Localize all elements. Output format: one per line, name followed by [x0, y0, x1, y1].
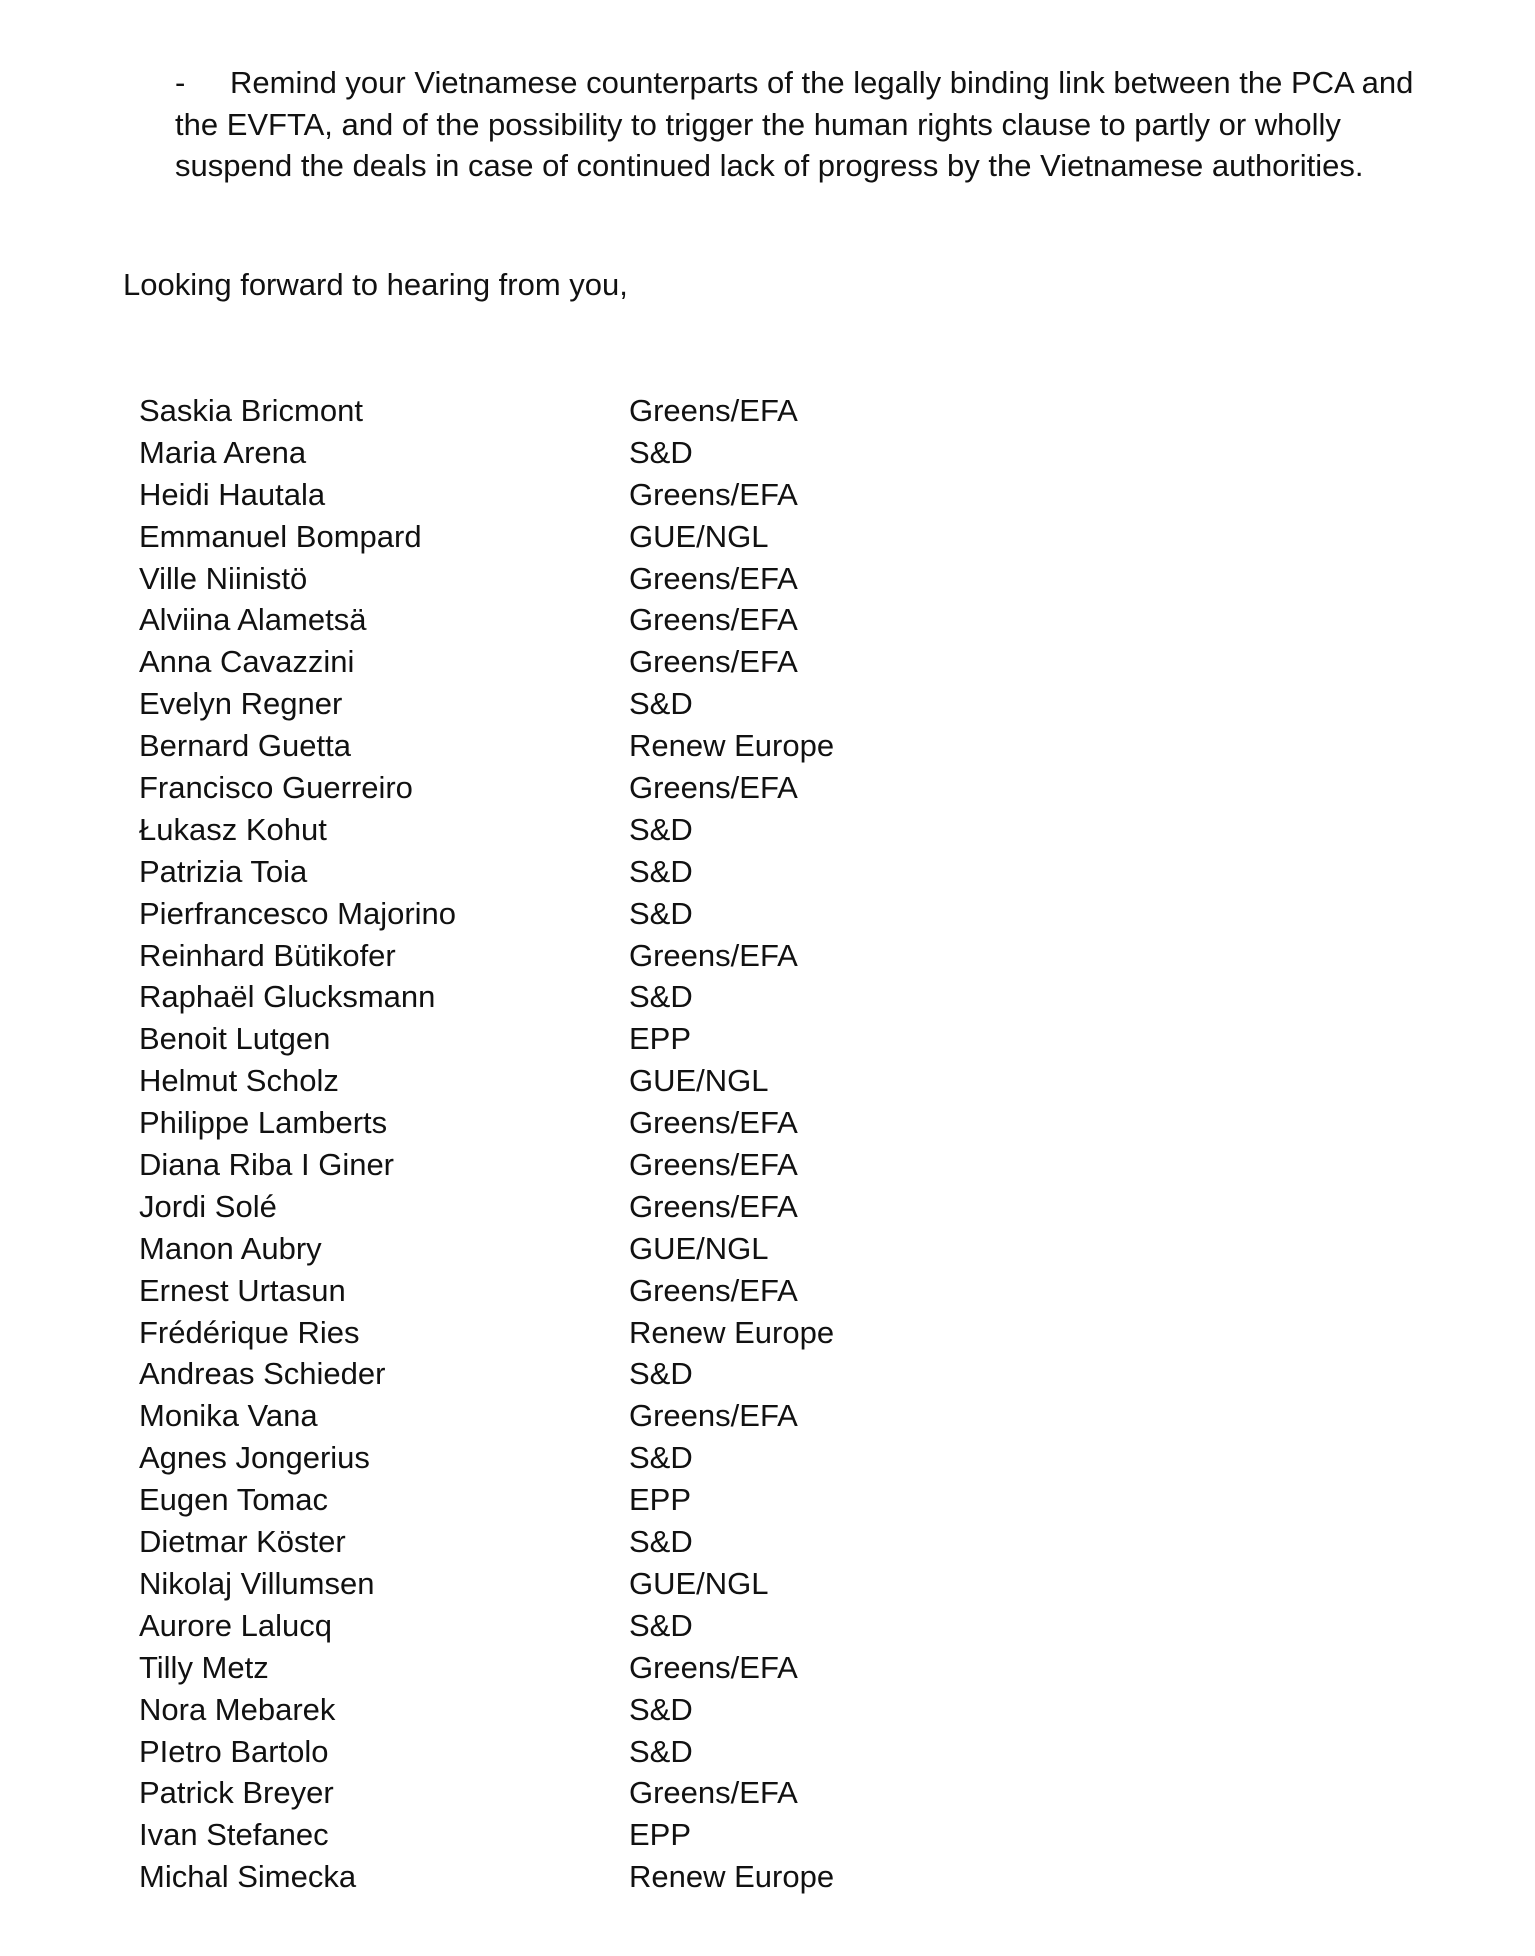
- signatory-name: Emmanuel Bompard: [139, 518, 422, 554]
- signatory-row: [139, 1438, 899, 1480]
- signatory-group: GUE/NGL: [629, 1230, 769, 1266]
- signatory-name: Łukasz Kohut: [139, 811, 327, 847]
- signatory-name: Manon Aubry: [139, 1230, 322, 1266]
- signatory-row: [139, 1522, 899, 1564]
- signatory-row: [139, 1648, 899, 1690]
- signatory-name: Ivan Stefanec: [139, 1817, 329, 1853]
- signatory-row: [139, 684, 899, 726]
- bullet-text-line: the EVFTA, and of the possibility to trigger the human rights clause to partly or wholly: [175, 106, 1341, 142]
- signatory-row: [139, 1857, 899, 1899]
- signatory-name: Jordi Solé: [139, 1188, 277, 1224]
- signatory-group: Greens/EFA: [629, 937, 798, 973]
- signatory-name: Ville Niinistö: [139, 560, 308, 596]
- signatory-group: Greens/EFA: [629, 644, 798, 680]
- signatory-row: [139, 1103, 899, 1145]
- signatory-name: Tilly Metz: [139, 1649, 269, 1685]
- signatory-name: Agnes Jongerius: [139, 1440, 370, 1476]
- signatory-group: Greens/EFA: [629, 1398, 798, 1434]
- signatory-group: Greens/EFA: [629, 602, 798, 638]
- signatory-name: Ernest Urtasun: [139, 1272, 346, 1308]
- signatory-group: S&D: [629, 1691, 693, 1727]
- signatory-row: [139, 517, 899, 559]
- signatory-row: [139, 600, 899, 642]
- signatory-row: [139, 1815, 899, 1857]
- signatory-name: Anna Cavazzini: [139, 644, 355, 680]
- signatory-name: Bernard Guetta: [139, 728, 351, 764]
- signatory-group: Greens/EFA: [629, 1649, 798, 1685]
- signatory-name: Saskia Bricmont: [139, 393, 363, 428]
- signatory-name: Dietmar Köster: [139, 1524, 346, 1560]
- bullet-text-line: suspend the deals in case of continued lack of progress by the Vietnamese authorities.: [175, 148, 1364, 183]
- signatory-group: Greens/EFA: [629, 770, 798, 806]
- signatory-name: Raphaël Glucksmann: [139, 979, 436, 1015]
- signatory-group: Greens/EFA: [629, 1272, 798, 1308]
- signatory-group: EPP: [629, 1021, 692, 1057]
- bullet-dash: -: [175, 65, 186, 100]
- signatory-group: GUE/NGL: [629, 1063, 769, 1099]
- signatory-row: [139, 1480, 899, 1522]
- signatory-name: Monika Vana: [139, 1398, 318, 1434]
- signatory-group: GUE/NGL: [629, 518, 769, 554]
- signatory-row: [139, 1732, 899, 1774]
- closing-line: Looking forward to hearing from you,: [123, 267, 628, 302]
- signatory-name: Nikolaj Villumsen: [139, 1565, 375, 1601]
- signatory-row: [139, 852, 899, 894]
- signatory-row: [139, 768, 899, 810]
- signatory-group: S&D: [629, 686, 693, 722]
- signatory-group: S&D: [629, 1733, 693, 1769]
- signatory-name: Alviina Alametsä: [139, 602, 367, 638]
- signatory-name: Frédérique Ries: [139, 1314, 360, 1350]
- signatory-name: Eugen Tomac: [139, 1482, 328, 1518]
- signatory-row: [139, 1690, 899, 1732]
- signatory-group: Greens/EFA: [629, 1105, 798, 1141]
- signatory-group: S&D: [629, 853, 693, 889]
- signatory-group: Greens/EFA: [629, 1147, 798, 1183]
- signatories-list: [139, 391, 899, 1899]
- bullet-line-1: [175, 62, 1475, 104]
- signatory-row: [139, 642, 899, 684]
- signatory-group: Renew Europe: [629, 728, 835, 764]
- signatory-row: [139, 559, 899, 601]
- signatory-row: [139, 1564, 899, 1606]
- signatory-row: [139, 894, 899, 936]
- signatory-row: [139, 1019, 899, 1061]
- signatory-group: GUE/NGL: [629, 1565, 769, 1601]
- signatory-row: [139, 1187, 899, 1229]
- signatory-name: Andreas Schieder: [139, 1356, 386, 1392]
- signatory-name: Evelyn Regner: [139, 686, 343, 722]
- signatory-name: Diana Riba I Giner: [139, 1147, 395, 1183]
- signatory-row: [139, 1061, 899, 1103]
- signatory-group: S&D: [629, 895, 693, 931]
- signatory-group: Greens/EFA: [629, 1188, 798, 1224]
- signatory-row: [139, 977, 899, 1019]
- signatory-row: [139, 1271, 899, 1313]
- signatory-group: Greens/EFA: [629, 1775, 798, 1811]
- signatory-row: [139, 1773, 899, 1815]
- signatory-group: S&D: [629, 979, 693, 1015]
- signatory-row: [139, 1606, 899, 1648]
- signatory-row: [139, 475, 899, 517]
- signatory-name: Michal Simecka: [139, 1859, 357, 1895]
- signatory-name: Francisco Guerreiro: [139, 770, 413, 806]
- signatory-row: [139, 1229, 899, 1271]
- signatory-name: Aurore Lalucq: [139, 1607, 333, 1643]
- signatory-name: Pierfrancesco Majorino: [139, 895, 457, 931]
- signatory-name: Maria Arena: [139, 434, 307, 470]
- signatory-row: [139, 433, 899, 475]
- signatory-row: [139, 1313, 899, 1355]
- signatory-name: Patrizia Toia: [139, 853, 308, 889]
- signatory-group: Greens/EFA: [629, 393, 798, 428]
- signatory-row: [139, 726, 899, 768]
- signatory-group: S&D: [629, 1524, 693, 1560]
- signatory-group: S&D: [629, 1356, 693, 1392]
- signatory-group: S&D: [629, 811, 693, 847]
- signatory-group: S&D: [629, 1440, 693, 1476]
- signatory-name: Helmut Scholz: [139, 1063, 339, 1099]
- signatory-row: [139, 1396, 899, 1438]
- signatory-name: Heidi Hautala: [139, 476, 326, 512]
- signatory-row: [139, 1354, 899, 1396]
- signatory-row: [139, 1145, 899, 1187]
- bullet-paragraph: [175, 62, 1475, 187]
- signatory-name: Reinhard Bütikofer: [139, 937, 396, 973]
- signatory-group: Greens/EFA: [629, 476, 798, 512]
- signatory-group: S&D: [629, 1607, 693, 1643]
- signatory-name: Benoit Lutgen: [139, 1021, 331, 1057]
- signatory-name: Philippe Lamberts: [139, 1105, 388, 1141]
- signatory-group: Renew Europe: [629, 1314, 835, 1350]
- signatory-name: PIetro Bartolo: [139, 1733, 329, 1769]
- signatory-row: [139, 391, 899, 433]
- signatory-group: EPP: [629, 1817, 692, 1853]
- bullet-text-line: Remind your Vietnamese counterparts of the legally binding link between the PCA and: [230, 65, 1414, 100]
- signatory-group: S&D: [629, 434, 693, 470]
- signatory-row: [139, 936, 899, 978]
- signatory-group: Greens/EFA: [629, 560, 798, 596]
- signatory-name: Patrick Breyer: [139, 1775, 334, 1811]
- signatory-name: Nora Mebarek: [139, 1691, 336, 1727]
- signatory-row: [139, 810, 899, 852]
- signatory-group: EPP: [629, 1482, 692, 1518]
- signatory-group: Renew Europe: [629, 1859, 835, 1895]
